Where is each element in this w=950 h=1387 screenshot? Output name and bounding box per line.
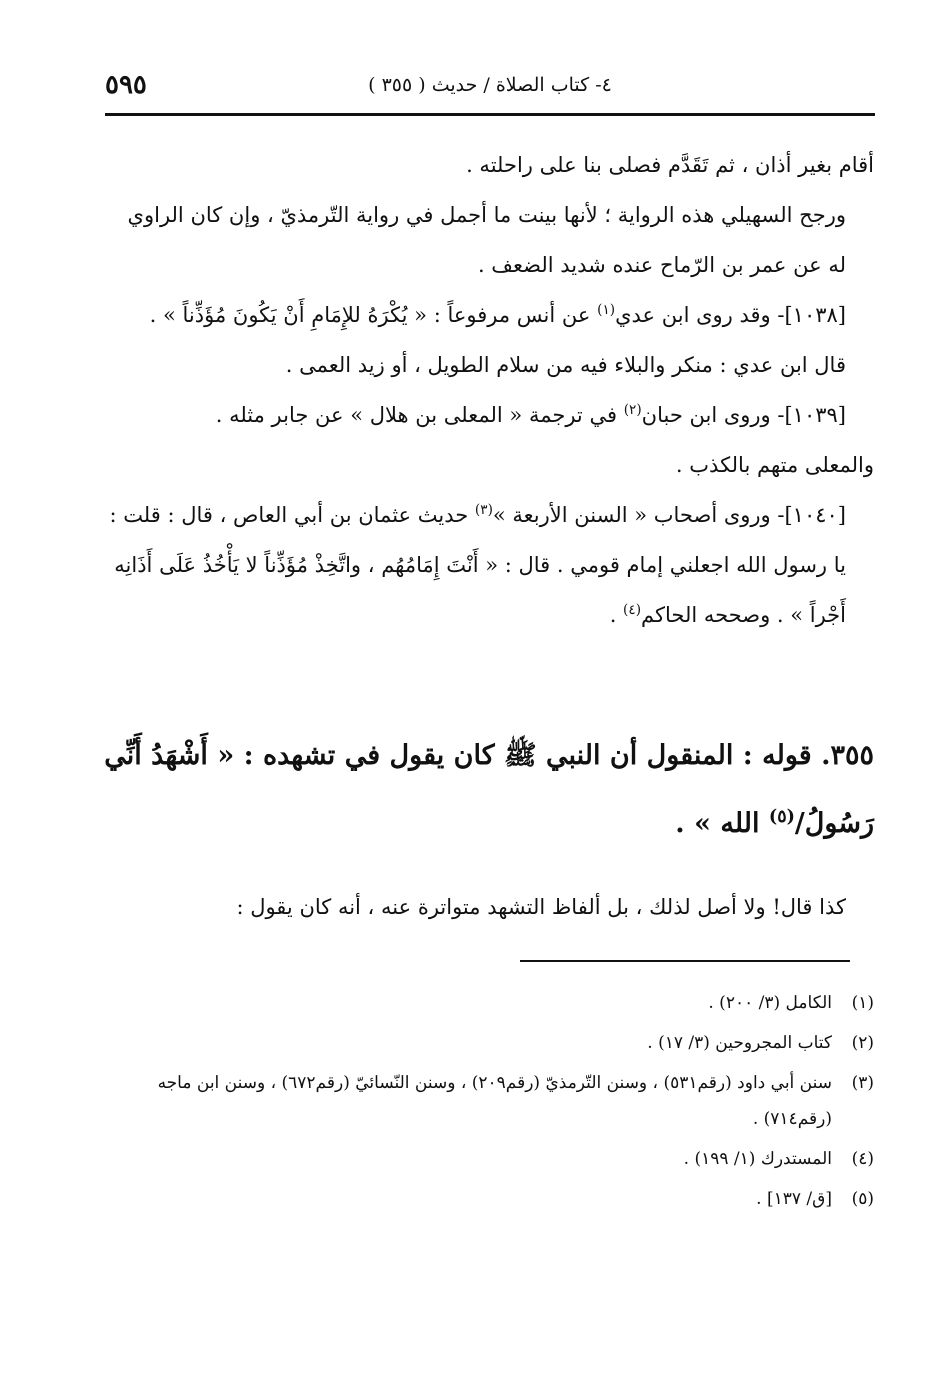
hadith-text: حديث عثمان بن أبي العاص ، قال : قلت : يا رسول الله اجعلني إمام قومي . قال : « أَنْتَ إِمَامُهُم ، واتَّخِذْ مُؤَذِّناً لا يَأْخُذُ عَلَى أَذَانِه أَجْراً » . وصححه الحاكم <box>109 503 846 627</box>
footnote-ref[interactable]: (٣) <box>474 502 493 518</box>
paragraph-mualla: والمعلى متهم بالكذب . <box>675 453 874 477</box>
footnote-marker: (٢) <box>851 1033 874 1053</box>
footnote-ref[interactable]: (٤) <box>623 602 642 618</box>
paragraph-suhayli: ورجح السهيلي هذه الرواية ؛ لأنها بينت ما أجمل في رواية التّرمذيّ ، وإن كان الراوي له عن عمر بن الرّماح عنده شديد الضعف . <box>127 203 846 277</box>
footnote-text: [ق/ ١٣٧] . <box>756 1189 832 1209</box>
footnote-divider <box>520 960 850 962</box>
hadith-text: في ترجمة « المعلى بن هلال » عن جابر مثله . <box>215 403 617 427</box>
footnote-4 <box>104 1141 874 1177</box>
main-text <box>104 140 874 640</box>
section-heading-355 <box>104 722 874 858</box>
sentence-end: . <box>609 603 624 627</box>
hadith-text: - وروى أصحاب « السنن الأربعة » <box>492 503 785 527</box>
footnote-ref[interactable]: (٥) <box>768 807 795 827</box>
page-number: ٥٩٥ <box>105 70 147 100</box>
footnote-marker: (٣) <box>851 1073 874 1093</box>
hadith-1039 <box>104 390 874 440</box>
footnote-marker: (٥) <box>851 1189 874 1209</box>
heading-text-end: الله » . <box>675 808 769 839</box>
hadith-1040 <box>104 490 874 640</box>
hadith-text: عن أنس مرفوعاً : « يُكْرَهُ للإِمَامِ أَنْ يَكُونَ مُؤَذِّناً » . <box>149 303 591 327</box>
footnote-text: الكامل (٣/ ٢٠٠) . <box>708 993 832 1013</box>
footnote-ref[interactable]: (٢) <box>623 402 642 418</box>
hadith-text: - وقد روى ابن عدي <box>615 303 785 327</box>
text-line: أقام بغير أذان ، ثم تَقَدَّم فصلى بنا على راحلته . <box>466 153 874 177</box>
header-divider <box>105 113 875 116</box>
paragraph-ibn-adi: قال ابن عدي : منكر والبلاء فيه من سلام الطويل ، أو زيد العمى . <box>285 353 846 377</box>
footnotes <box>104 985 874 1221</box>
hadith-1038 <box>104 290 874 340</box>
footnote-2 <box>104 1025 874 1061</box>
footnote-text: المستدرك (١/ ١٩٩) . <box>683 1149 832 1169</box>
footnote-text: كتاب المجروحين (٣/ ١٧) . <box>647 1033 832 1053</box>
heading-text: ٣٥٥. قوله : المنقول أن النبي ﷺ كان يقول في تشهده : « أَشْهَدُ أَنِّي رَسُولُ/ <box>104 740 874 839</box>
page-header <box>105 66 875 106</box>
footnote-ref[interactable]: (١) <box>597 302 616 318</box>
footnote-text: سنن أبي داود (رقم٥٣١) ، وسنن التّرمذيّ (رقم٢٠٩) ، وسنن النّسائيّ (رقم٦٧٢) ، وسنن ابن ماجه (رقم٧١٤) . <box>157 1073 832 1129</box>
footnote-5 <box>104 1181 874 1217</box>
footnote-marker: (٤) <box>851 1149 874 1169</box>
commentary-line: كذا قال! ولا أصل لذلك ، بل ألفاظ التشهد متواترة عنه ، أنه كان يقول : <box>236 895 846 919</box>
running-title: ٤- كتاب الصلاة / حديث ( ٣٥٥ ) <box>368 74 612 96</box>
commentary <box>104 882 874 932</box>
footnote-1 <box>104 985 874 1021</box>
hadith-text: - وروى ابن حبان <box>641 403 785 427</box>
footnote-marker: (١) <box>851 993 874 1013</box>
hadith-number: [١٠٣٩] <box>784 403 846 427</box>
hadith-number: [١٠٤٠] <box>784 503 846 527</box>
hadith-number: [١٠٣٨] <box>784 303 846 327</box>
footnote-3 <box>104 1065 874 1137</box>
